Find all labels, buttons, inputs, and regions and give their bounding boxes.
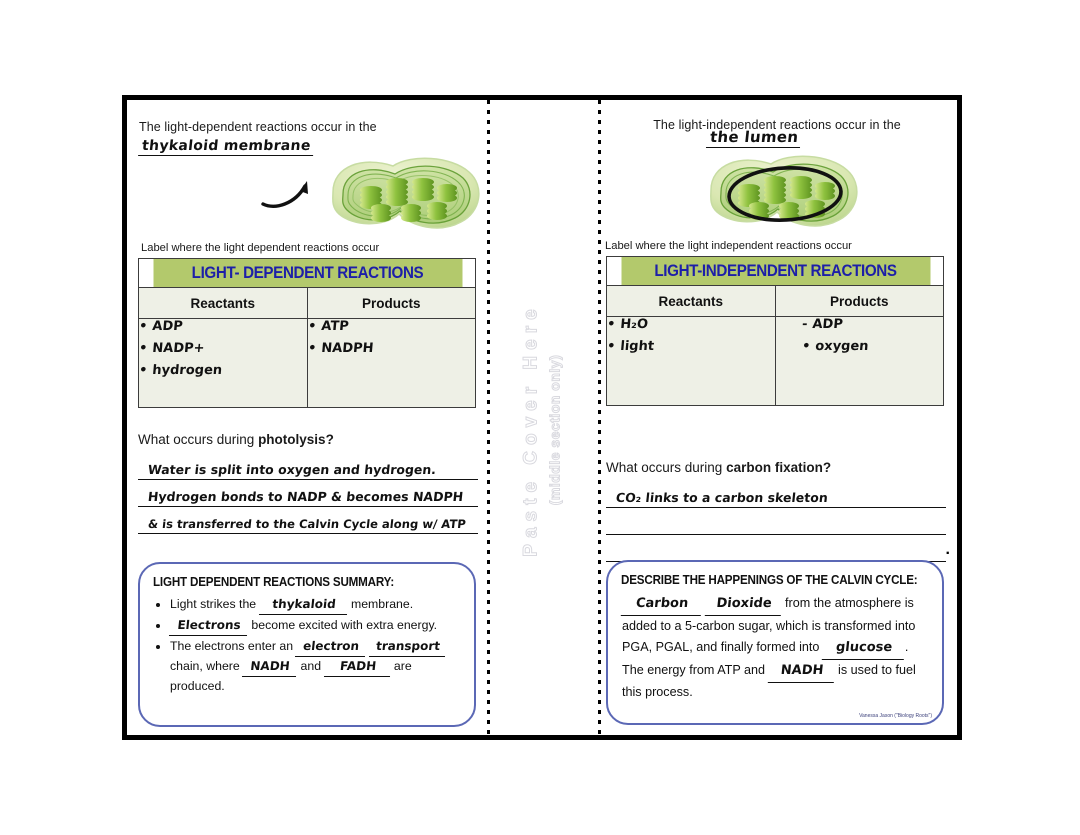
- answer-line[interactable]: Hydrogen bonds to NADP & becomes NADPH: [138, 483, 478, 507]
- right-table-header-reactants: Reactants: [607, 286, 776, 317]
- list-item: • ATP: [306, 319, 349, 334]
- list-item: • NADPH: [306, 341, 374, 356]
- answer-line[interactable]: [606, 538, 950, 562]
- left-lead-in-text: The light-dependent reactions occur in the: [139, 120, 377, 134]
- answer-line[interactable]: & is transferred to the Calvin Cycle along w/ ATP: [138, 510, 478, 534]
- list-item: • light: [606, 339, 655, 354]
- right-table-cell-reactants: [607, 317, 776, 406]
- right-table-header-products: Products: [775, 286, 944, 317]
- chloroplast-icon: [697, 148, 867, 233]
- list-item: • ADP: [138, 319, 184, 334]
- summary-body: [608, 587, 942, 704]
- left-panel: [127, 100, 487, 735]
- curved-arrow-icon: [259, 170, 319, 210]
- fill-blank[interactable]: NADH: [767, 660, 835, 683]
- right-picture-label: Label where the light independent reactions occur: [605, 240, 852, 252]
- paste-cover-text: Paste Cover Here: [521, 303, 542, 557]
- left-table-header-reactants: Reactants: [139, 288, 308, 319]
- period-mark: .: [945, 541, 950, 558]
- fill-blank[interactable]: transport: [369, 637, 447, 657]
- list-item: • hydrogen: [138, 363, 223, 378]
- fill-blank[interactable]: Dioxide: [704, 593, 782, 616]
- light-dependent-table-title: LIGHT- DEPENDENT REACTIONS: [152, 259, 462, 288]
- photolysis-question-block: [138, 432, 478, 537]
- answer-line[interactable]: Water is split into oxygen and hydrogen.: [138, 456, 478, 480]
- right-panel: [597, 100, 957, 735]
- paste-cover-subtext: (middle section only): [547, 354, 563, 506]
- list-item: • Light strikes the thykaloid membrane.: [170, 595, 460, 615]
- list-item: • The electrons enter an electron transport chain, where NADH and FADH are produced.: [170, 637, 460, 696]
- summary-title: LIGHT DEPENDENT REACTIONS SUMMARY:: [153, 575, 395, 589]
- list-item: - ADP: [800, 317, 843, 332]
- light-independent-table-title: LIGHT-INDEPENDENT REACTIONS: [620, 257, 930, 286]
- right-lead-in-text: The light-independent reactions occur in the: [653, 118, 901, 132]
- fill-blank[interactable]: Carbon: [621, 593, 703, 616]
- summary-title: DESCRIBE THE HAPPENINGS OF THE CALVIN CYCLE:: [621, 573, 918, 587]
- list-item: • Electrons become excited with extra energy.: [170, 616, 460, 636]
- fill-blank[interactable]: electron: [295, 637, 367, 657]
- light-dependent-table: [138, 258, 476, 408]
- summary-body: [140, 589, 474, 696]
- worksheet-frame: [122, 95, 962, 740]
- answer-line[interactable]: CO₂ links to a carbon skeleton: [606, 484, 946, 508]
- answer-line[interactable]: [606, 511, 946, 535]
- left-table-cell-reactants: [139, 319, 308, 408]
- fill-blank[interactable]: glucose: [822, 637, 906, 660]
- photolysis-question-text: What occurs during photolysis?: [138, 432, 334, 447]
- fill-blank[interactable]: FADH: [323, 657, 391, 677]
- fill-blank[interactable]: thykaloid: [258, 595, 348, 615]
- light-dependent-summary-box: [138, 562, 476, 727]
- right-handwritten-answer: the lumen: [706, 128, 802, 148]
- fill-blank[interactable]: NADH: [242, 657, 298, 677]
- list-item: • H₂O: [606, 317, 649, 332]
- right-table-cell-products: [775, 317, 944, 406]
- chloroplast-icon: [319, 152, 489, 237]
- carbon-fixation-question-text: What occurs during carbon fixation?: [606, 460, 832, 475]
- list-item: • NADP+: [138, 341, 206, 356]
- left-picture-label: Label where the light dependent reactions occur: [141, 242, 380, 254]
- credit-text: Vanessa Jason ("Biology Roots"): [859, 713, 932, 719]
- list-item: • oxygen: [800, 339, 869, 354]
- left-table-cell-products: [307, 319, 476, 408]
- left-table-header-products: Products: [307, 288, 476, 319]
- carbon-fixation-question-block: [606, 460, 950, 565]
- calvin-cycle-summary-box: [606, 560, 944, 725]
- middle-paste-strip: [487, 100, 597, 735]
- light-independent-table: [606, 256, 944, 406]
- left-handwritten-answer: thykaloid membrane: [138, 138, 314, 156]
- calvin-paragraph: Carbon Dioxide from the atmosphere is added to a 5-carbon sugar, which is transformed into PGA, PGAL, and finally formed into glucose . The energy from ATP and NADH is used to fuel this process.: [622, 593, 928, 704]
- fill-blank[interactable]: Electrons: [169, 616, 249, 636]
